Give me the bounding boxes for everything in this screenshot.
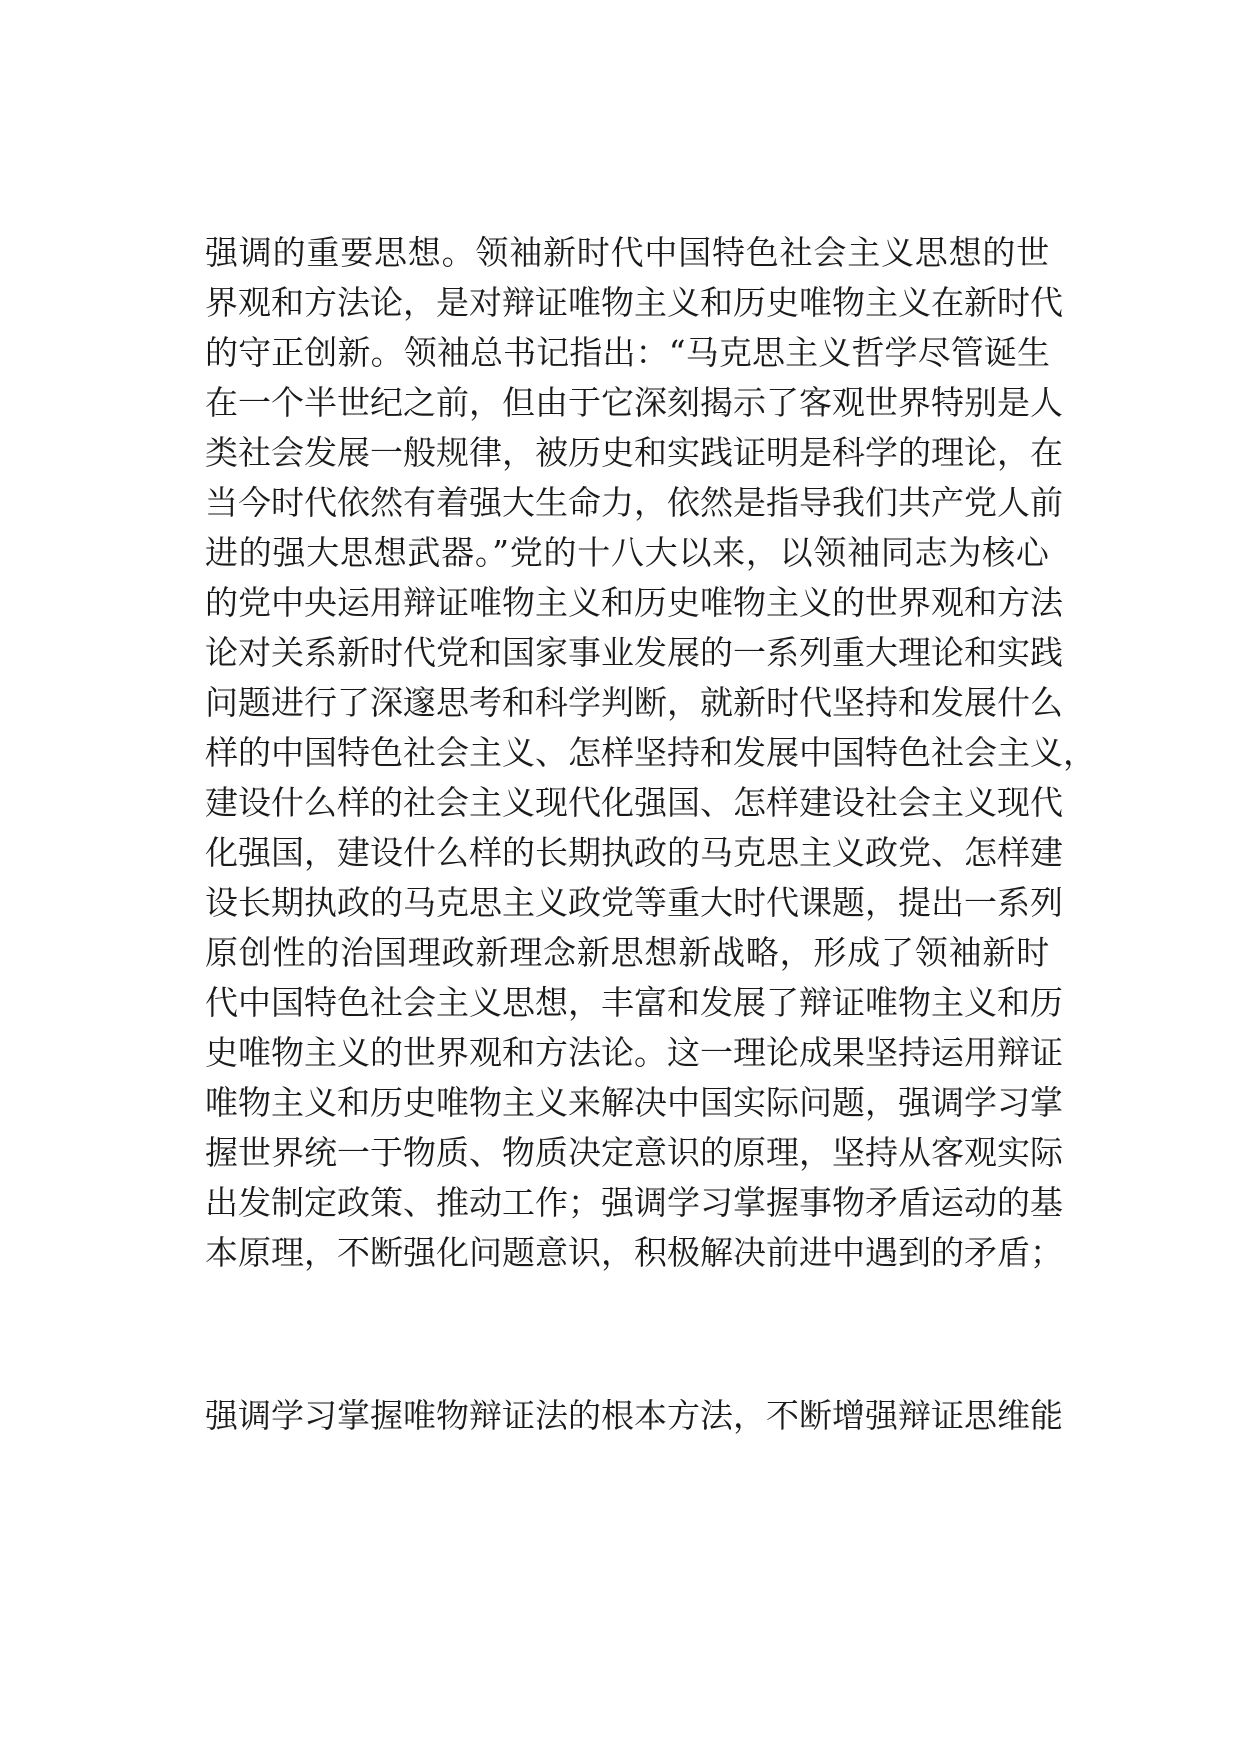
text-line: 问题进行了深邃思考和科学判断，就新时代坚持和发展什么 — [205, 683, 1063, 722]
text-line: 类社会发展一般规律，被历史和实践证明是科学的理论，在 — [205, 433, 1063, 472]
text-line: 的守正创新。领袖总书记指出：“马克思主义哲学尽管诞生 — [205, 333, 1051, 372]
text-line: 论对关系新时代党和国家事业发展的一系列重大理论和实践 — [205, 633, 1063, 672]
text-line: 当今时代依然有着强大生命力，依然是指导我们共产党人前 — [205, 483, 1063, 522]
text-line: 史唯物主义的世界观和方法论。这一理论成果坚持运用辩证 — [205, 1033, 1063, 1072]
text-line: 出发制定政策、推动工作；强调学习掌握事物矛盾运动的基 — [205, 1183, 1063, 1222]
text-line: 进的强大思想武器。”党的十八大以来，以领袖同志为核心 — [205, 533, 1050, 572]
text-line: 化强国，建设什么样的长期执政的马克思主义政党、怎样建 — [205, 833, 1063, 872]
text-line: 代中国特色社会主义思想，丰富和发展了辩证唯物主义和历 — [205, 983, 1063, 1022]
text-line: 在一个半世纪之前，但由于它深刻揭示了客观世界特别是人 — [205, 383, 1063, 422]
text-line: 界观和方法论，是对辩证唯物主义和历史唯物主义在新时代 — [205, 283, 1063, 322]
text-line: 唯物主义和历史唯物主义来解决中国实际问题，强调学习掌 — [205, 1083, 1063, 1122]
text-line: 强调学习掌握唯物辩证法的根本方法，不断增强辩证思维能 — [205, 1396, 1063, 1435]
text-line: 的党中央运用辩证唯物主义和历史唯物主义的世界观和方法 — [205, 583, 1063, 622]
text-line: 本原理，不断强化问题意识，积极解决前进中遇到的矛盾； — [205, 1233, 1063, 1272]
text-line: 强调的重要思想。领袖新时代中国特色社会主义思想的世 — [205, 233, 1050, 272]
text-line: 握世界统一于物质、物质决定意识的原理，坚持从客观实际 — [205, 1133, 1063, 1172]
text-line: 建设什么样的社会主义现代化强国、怎样建设社会主义现代 — [205, 783, 1063, 822]
text-line: 设长期执政的马克思主义政党等重大时代课题，提出一系列 — [205, 883, 1063, 922]
text-line: 原创性的治国理政新理念新思想新战略，形成了领袖新时 — [205, 933, 1050, 972]
text-line: 样的中国特色社会主义、怎样坚持和发展中国特色社会主义， — [205, 733, 1096, 772]
